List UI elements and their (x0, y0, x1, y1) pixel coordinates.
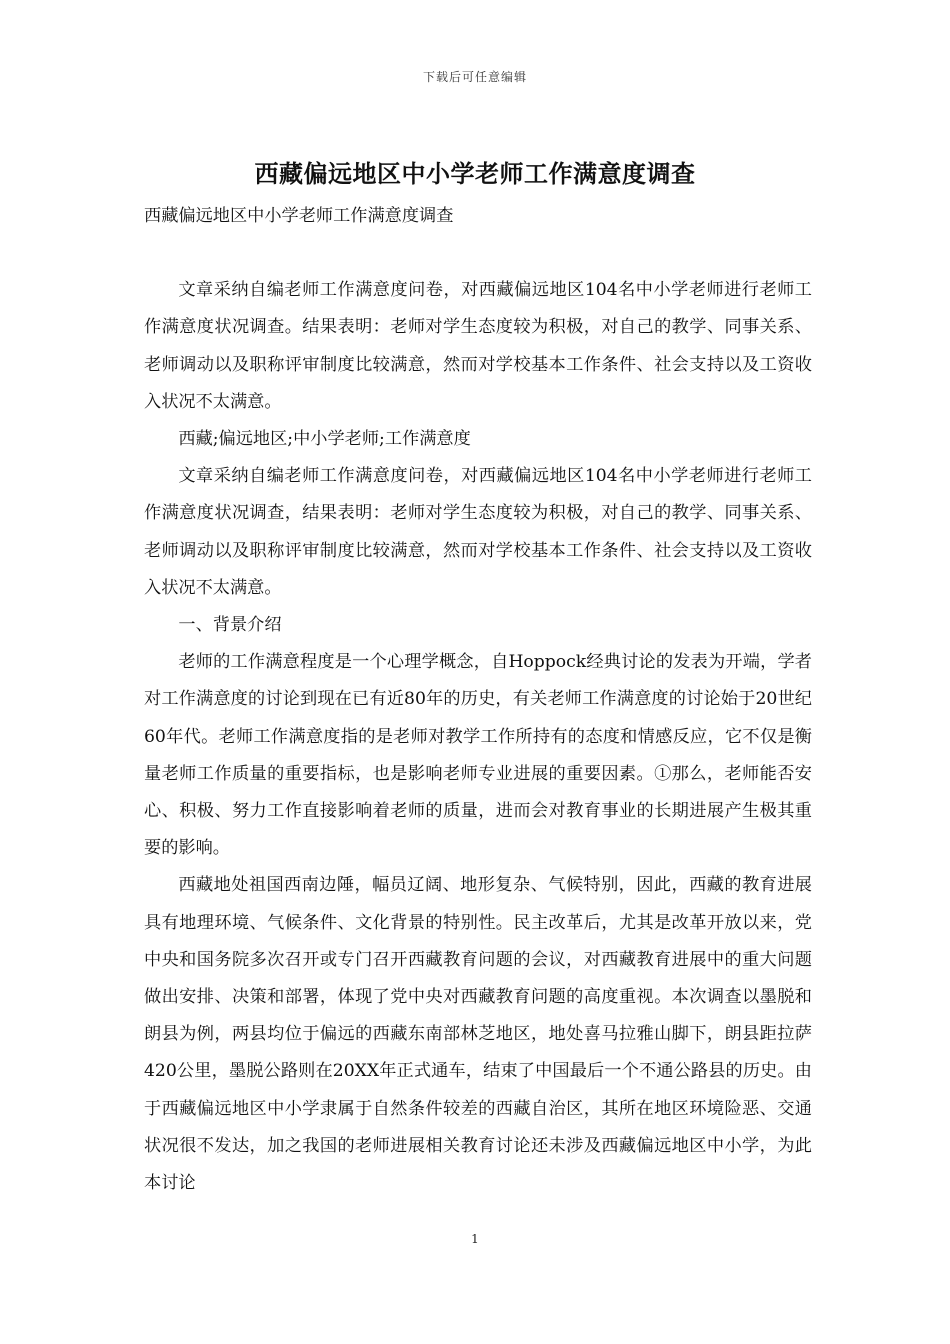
abstract-paragraph: 文章采纳自编老师工作满意度问卷，对西藏偏远地区104名中小学老师进行老师工作满意度状况调查。结果表明：老师对学生态度较为积极，对自己的教学、同事关系、老师调动以及职称评审制度比较满意，然而对学校基本工作条件、社会支持以及工资收入状况不太满意。 (144, 280, 812, 412)
document-subtitle: 西藏偏远地区中小学老师工作满意度调查 (144, 206, 454, 226)
document-title: 西藏偏远地区中小学老师工作满意度调查 (254, 159, 696, 188)
header-note: 下载后可任意编辑 (422, 70, 527, 84)
abstract-repeat-paragraph: 文章采纳自编老师工作满意度问卷，对西藏偏远地区104名中小学老师进行老师工作满意度状况调查，结果表明：老师对学生态度较为积极，对自己的教学、同事关系、老师调动以及职称评审制度比较满意，然而对学校基本工作条件、社会支持以及工资收入状况不太满意。 (144, 466, 812, 598)
document-body (144, 198, 812, 1202)
body-paragraph: 老师的工作满意程度是一个心理学概念，自Hoppock经典讨论的发表为开端，学者对工作满意度的讨论到现在已有近80年的历史，有关老师工作满意度的讨论始于20世纪60年代。老师工作满意度指的是老师对教学工作所持有的态度和情感反应，它不仅是衡量老师工作质量的重要指标，也是影响老师专业进展的重要因素。①那么，老师能否安心、积极、努力工作直接影响着老师的质量，进而会对教育事业的长期进展产生极其重要的影响。 (144, 652, 812, 859)
section-heading: 一、背景介绍 (178, 615, 282, 636)
page-number: 1 (471, 1232, 479, 1246)
keywords-line: 西藏;偏远地区;中小学老师;工作满意度 (178, 429, 471, 450)
body-paragraph: 西藏地处祖国西南边陲，幅员辽阔、地形复杂、气候特别，因此，西藏的教育进展具有地理环境、气候条件、文化背景的特别性。民主改革后，尤其是改革开放以来，党中央和国务院多次召开或专门召开西藏教育问题的会议，对西藏教育进展中的重大问题做出安排、决策和部署，体现了党中央对西藏教育问题的高度重视。本次调查以墨脱和朗县为例，两县均位于偏远的西藏东南部林芝地区，地处喜马拉雅山脚下，朗县距拉萨420公里，墨脱公路则在20XX年正式通车，结束了中国最后一个不通公路县的历史。由于西藏偏远地区中小学隶属于自然条件较差的西藏自治区，其所在地区环境险恶、交通状况很不发达，加之我国的老师进展相关教育讨论还未涉及西藏偏远地区中小学，为此本讨论 (144, 875, 812, 1194)
